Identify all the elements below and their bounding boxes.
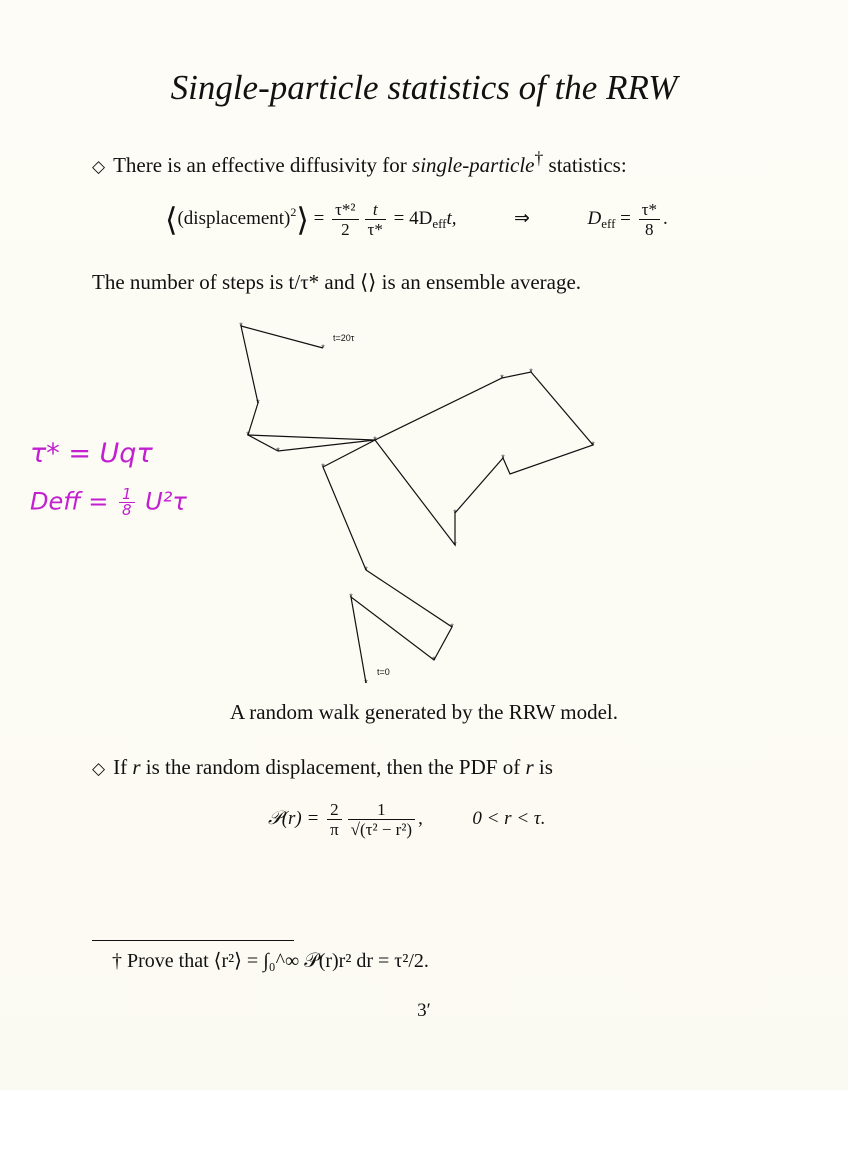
step-marker: * [276,446,280,456]
step-marker: * [321,343,325,353]
fraction-one-over-sqrt [348,800,415,839]
rhs-4d: = 4D [393,207,433,229]
page-number: 3′ [417,1000,431,1021]
bullet1-suffix: statistics: [548,153,627,177]
period: . [662,207,668,229]
frac-num: 1 [377,800,386,819]
step-marker: * [256,398,260,408]
step-marker: * [239,321,243,331]
bullet1-emphasis: single-particle [412,153,535,177]
rhs-t: t, [446,207,457,229]
label-end-time: t=20τ [333,333,355,343]
step-marker: * [500,373,504,383]
step-marker: * [501,453,505,463]
fraction-two-over-pi [327,800,342,839]
frac-num: 2 [330,800,339,819]
handwritten-rhs: U²τ [145,487,187,516]
step-marker: * [364,565,368,575]
step-marker: * [321,462,325,472]
footnote-marker: † [534,148,544,168]
diamond-bullet-icon: ◇ [92,759,106,779]
displacement-term: (displacement) [177,207,291,229]
angle-close: ⟩ [296,201,309,238]
var-r: r [525,755,534,779]
handwritten-equals: = [88,487,109,516]
bullet2-prefix: If [113,755,128,779]
step-marker: * [591,440,595,450]
figure-caption: A random walk generated by the RRW model. [229,700,619,724]
comma: , [418,807,423,829]
frac-num: τ*² [335,200,356,219]
step-marker: * [432,655,436,665]
step-marker: * [364,678,368,688]
steps-sentence: The number of steps is t/τ* and ⟨⟩ is an ensemble average. [92,270,582,294]
diamond-bullet-icon: ◇ [92,157,106,177]
frac-den: √(τ² − r²) [348,819,415,839]
bullet1-prefix: There is an effective diffusivity for [113,153,407,177]
footnote-text: Prove that ⟨r²⟩ = ∫₀^∞ 𝒫(r)r² dr = τ²/2. [127,950,429,972]
var-r: r [132,755,141,779]
d-symbol: D [587,207,602,229]
footnote [112,948,429,973]
bullet-pdf [92,755,553,780]
frac-num: 1 [119,487,135,503]
d-sub-eff: eff [601,215,616,231]
step-marker: * [349,592,353,602]
frac-den: 8 [639,219,660,239]
handwritten-tau-star: τ* = Uqτ [30,438,153,469]
step-marker: * [453,540,457,550]
walk-path-branch [375,372,593,545]
frac-num: τ* [641,200,657,219]
pdf-lhs: 𝒫(r) = [268,807,320,829]
page-title: Single-particle statistics of the RRW [170,68,678,107]
frac-den: τ* [365,219,386,239]
implies-arrow: ⇒ [514,207,530,229]
bullet2-suffix: is [538,755,553,779]
walk-step-markers [239,321,595,688]
bullet2-middle: is the random displacement, then the PDF of [145,755,521,779]
rhs-sub-eff: eff [432,215,447,231]
power-two: 2 [290,204,297,219]
step-marker: * [373,435,377,445]
frac-num: t [372,200,378,219]
step-marker: * [529,367,533,377]
step-marker: * [246,430,250,440]
walk-path [241,326,452,683]
footnote-dagger: † [112,950,122,972]
frac-den: π [327,819,342,839]
pdf-range: 0 < r < τ. [472,807,546,829]
step-marker: * [450,622,454,632]
handwritten-deff-lhs: Deff [30,487,81,516]
equals-sign: = [313,207,325,229]
label-start-time: t=0 [377,667,390,677]
angle-open: ⟨ [165,201,178,238]
footnote-rule [92,940,294,941]
frac-den: 2 [332,219,358,239]
equation-pdf [268,800,545,839]
equals-sign: = [620,207,631,229]
step-marker: * [453,508,457,518]
frac-den: 8 [121,501,132,519]
